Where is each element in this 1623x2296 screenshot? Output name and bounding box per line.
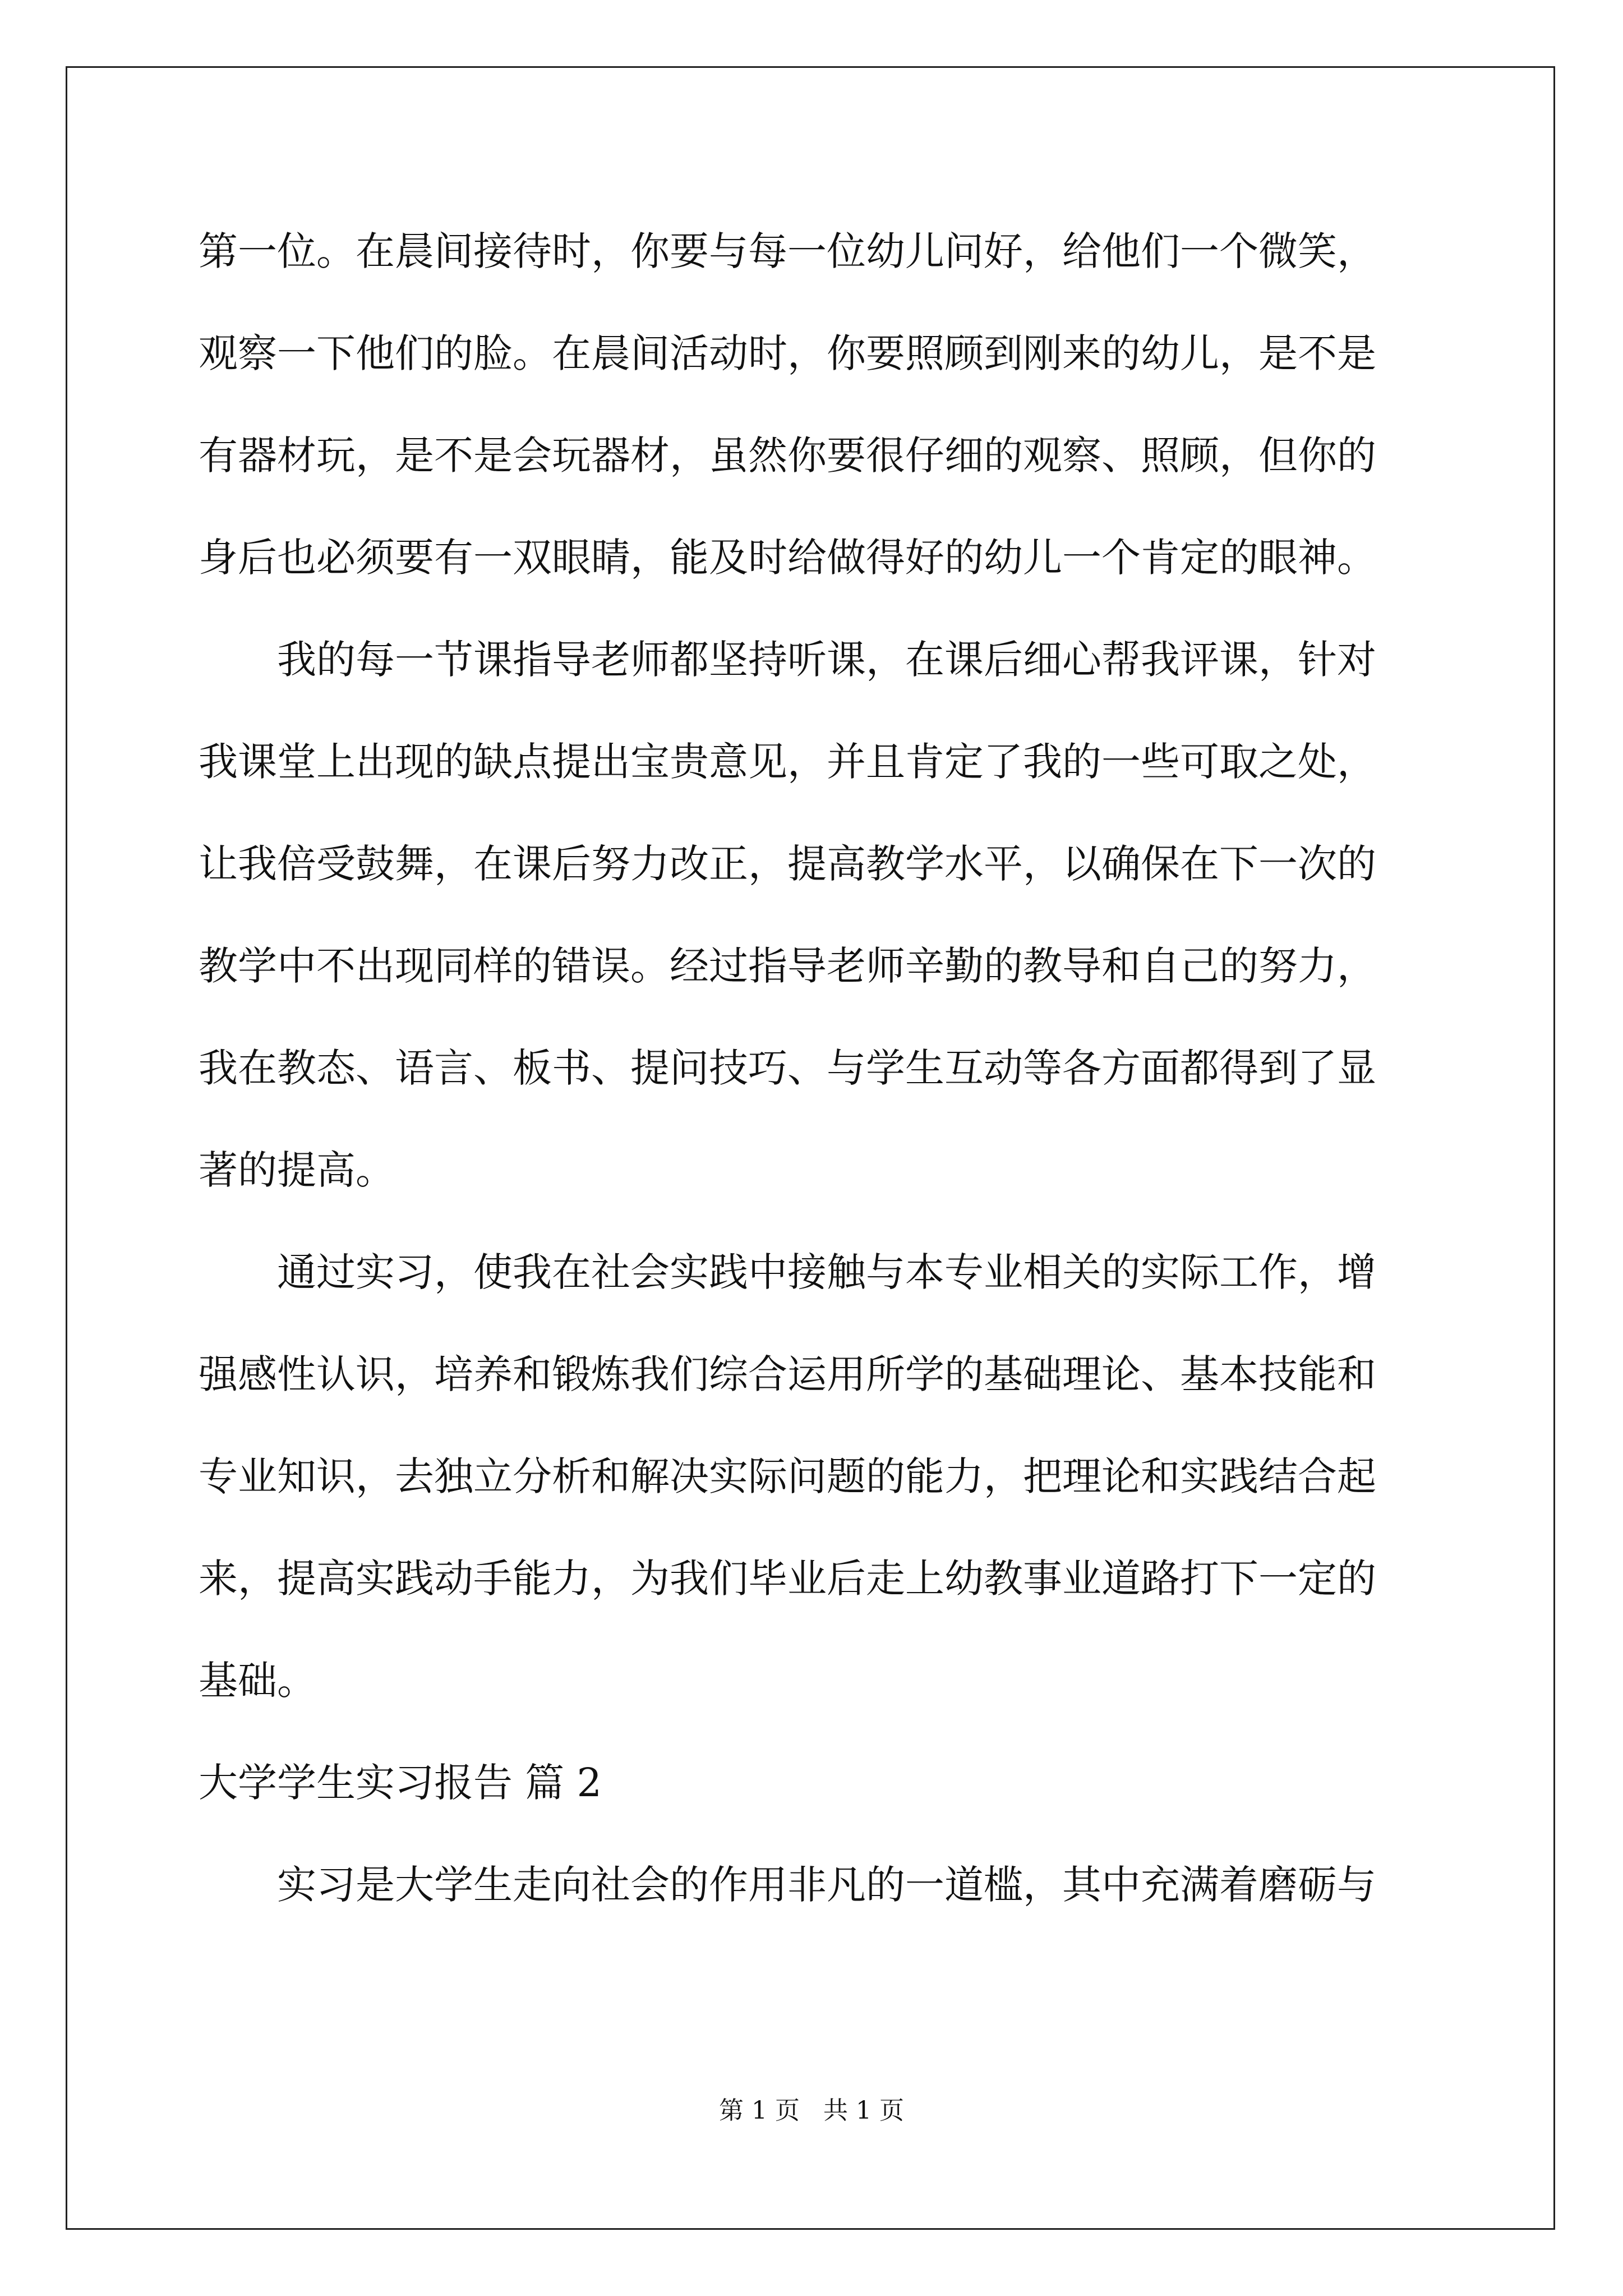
- body-line: 教学中不出现同样的错误。经过指导老师辛勤的教导和自己的努力，: [199, 943, 1376, 989]
- body-line: 我在教态、语言、板书、提问技巧、与学生互动等各方面都得到了显: [199, 1045, 1376, 1091]
- page-number-footer: 第 1 页 共 1 页: [719, 2096, 904, 2125]
- paragraph-first-line: 通过实习，使我在社会实践中接触与本专业相关的实际工作，增: [277, 1249, 1376, 1295]
- body-line: 让我倍受鼓舞，在课后努力改正，提高教学水平，以确保在下一次的: [199, 841, 1376, 887]
- body-line: 身后也必须要有一双眼睛，能及时给做得好的幼儿一个肯定的眼神。: [199, 535, 1376, 581]
- body-line: 有器材玩，是不是会玩器材，虽然你要很仔细的观察、照顾，但你的: [199, 432, 1376, 478]
- body-line: 基础。: [199, 1658, 316, 1704]
- document-body: [199, 200, 1421, 1936]
- paragraph-first-line: 我的每一节课指导老师都坚持听课，在课后细心帮我评课，针对: [277, 637, 1376, 683]
- body-line: 著的提高。: [199, 1147, 395, 1193]
- body-line: 强感性认识，培养和锻炼我们综合运用所学的基础理论、基本技能和: [199, 1351, 1376, 1397]
- body-line: 第一位。在晨间接待时，你要与每一位幼儿问好，给他们一个微笑，: [199, 228, 1376, 274]
- paragraph-first-line: 实习是大学生走向社会的作用非凡的一道槛，其中充满着磨砺与: [277, 1862, 1376, 1908]
- section-heading: 大学学生实习报告 篇 2: [199, 1760, 602, 1806]
- body-line: 我课堂上出现的缺点提出宝贵意见，并且肯定了我的一些可取之处，: [199, 739, 1376, 785]
- body-line: 来，提高实践动手能力，为我们毕业后走上幼教事业道路打下一定的: [199, 1556, 1376, 1602]
- body-line: 专业知识，去独立分析和解决实际问题的能力，把理论和实践结合起: [199, 1453, 1376, 1499]
- body-line: 观察一下他们的脸。在晨间活动时，你要照顾到刚来的幼儿，是不是: [199, 330, 1376, 376]
